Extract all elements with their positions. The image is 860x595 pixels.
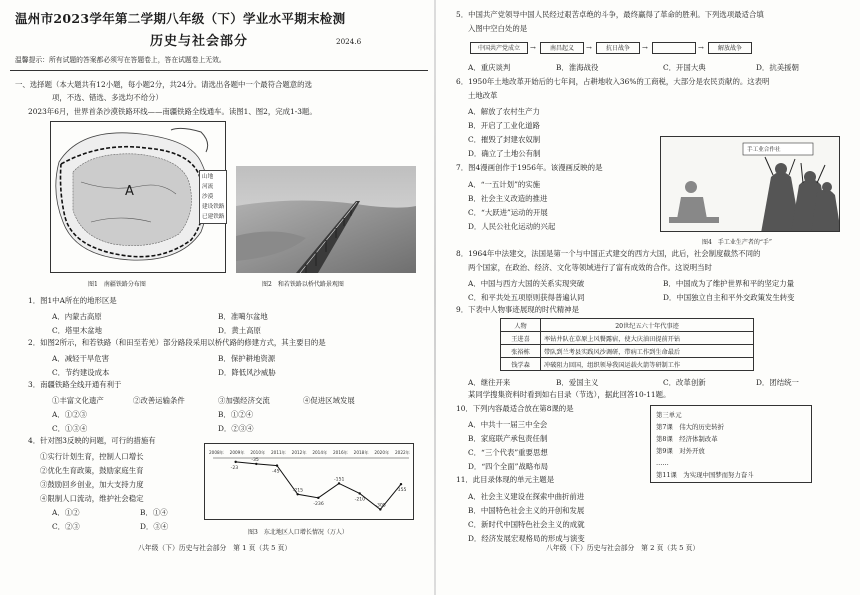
flow-arrow-1: → <box>530 44 536 52</box>
q5-option-a[interactable]: A．重庆谈判 <box>468 63 511 72</box>
map-legend <box>199 170 227 224</box>
q3-option-b[interactable]: B．①②④ <box>218 410 253 419</box>
q4-item-1: ①实行计划生育，控制人口增长 <box>40 452 144 461</box>
table-cell-name: 张裕栋 <box>501 345 541 358</box>
chart-year-label: 2012年 <box>291 450 307 455</box>
chart-value-label: -35 <box>251 457 259 463</box>
chart-year-label: 2016年 <box>333 450 348 455</box>
exam-date: 2024.6 <box>336 37 362 46</box>
q7-option-d[interactable]: D．人民公社化运动的兴起 <box>468 222 556 231</box>
legend-river: 河流 <box>202 184 214 190</box>
q7-option-b[interactable]: B．社会主义改造的推进 <box>468 194 548 203</box>
q6-option-a[interactable]: A．解放了农村生产力 <box>468 107 540 116</box>
q9-option-c[interactable]: C．改革创新 <box>663 378 706 387</box>
chart-point <box>338 482 340 484</box>
question-8-stem-1: 8．1964年中法建交，法国是第一个与中国正式建交的西方大国，此后，社会制度截然不同的 <box>456 249 761 258</box>
q1-option-c[interactable]: C．塔里木盆地 <box>52 326 102 335</box>
toc-lesson-11: 第11课 为实现中国梦而努力奋斗 <box>656 471 754 479</box>
q10-option-d[interactable]: D．“四个全面”战略布局 <box>468 462 548 471</box>
q11-option-d[interactable]: D．经济发展宏观格局的形成与演变 <box>468 534 585 543</box>
table-cell-deed: 率钻井队在草原上风餐露宿，使大庆油田提前开钻 <box>541 332 754 345</box>
chart-point <box>379 508 381 510</box>
flow-arrow-2: → <box>586 44 592 52</box>
q4-item-2: ②优化生育政策，鼓励家庭生育 <box>40 466 144 475</box>
exam-title: 温州市2023学年第二学期八年级（下）学业水平期末检测 <box>15 11 346 26</box>
q11-option-a[interactable]: A．社会主义建设在探索中曲折前进 <box>468 492 585 501</box>
figure-2-photo <box>236 166 416 273</box>
chart-point <box>276 464 278 466</box>
figure-1-caption: 图1 南疆铁路分布图 <box>88 281 146 288</box>
table-row <box>501 358 754 371</box>
legend-railway-built: 已建铁路 <box>202 214 225 220</box>
chart-year-label: 2010年 <box>250 450 266 455</box>
chart-year-label: 2011年 <box>271 450 286 455</box>
q4-item-4: ④限制人口流动，维护社会稳定 <box>40 494 144 503</box>
flow-step-blank[interactable] <box>652 42 696 54</box>
flow-step-5: 解放战争 <box>708 42 752 54</box>
table-header-row <box>501 319 754 332</box>
question-8-stem-2: 两个国家，在政治、经济、文化等领域进行了富有成效的合作。这说明当时 <box>468 263 712 272</box>
q8-option-d[interactable]: D．中国独立自主和平外交政策发生转变 <box>663 293 795 302</box>
cartoon-banner: 手工业合作社 <box>747 147 781 153</box>
figure-2-caption: 图2 和若铁路以桥代路景观图 <box>262 281 344 288</box>
q3-option-c[interactable]: C．①③④ <box>52 424 88 433</box>
chart-year-label: 2022年 <box>395 450 410 455</box>
table-cell-deed: 带队到兰考县实践风沙调研，带病工作到生命最后 <box>541 345 754 358</box>
chart-point <box>317 497 319 499</box>
chart-value-label: -155 <box>396 488 407 494</box>
figure-3-caption: 图3 东北地区人口增长情况（万人） <box>248 529 348 536</box>
chart-value-label: -215 <box>292 488 304 494</box>
q4-option-c[interactable]: C．②③ <box>52 522 80 531</box>
figure-1-map <box>50 121 226 273</box>
q8-option-b[interactable]: B．中国成为了维护世界和平的坚定力量 <box>663 279 795 288</box>
chart-year-label: 2020年 <box>374 450 390 455</box>
q4-option-d[interactable]: D．③④ <box>140 522 169 531</box>
figure-4-cartoon <box>660 136 840 232</box>
q9-option-d[interactable]: D．团结统一 <box>756 378 799 387</box>
question-10-stem: 10．下列内容最适合放在第8课的是 <box>456 404 574 413</box>
section1-intro: 2023年6月，世界首条沙漠铁路环线——南疆铁路全线通车。读图1、图2，完成1-3题。 <box>28 107 317 116</box>
q4-option-b[interactable]: B．①④ <box>140 508 168 517</box>
legend-desert: 沙漠 <box>202 194 214 200</box>
q2-option-a[interactable]: A．减轻干旱危害 <box>52 354 110 363</box>
q11-option-c[interactable]: C．新时代中国特色社会主义的成就 <box>468 520 585 529</box>
page-2 <box>438 0 860 595</box>
q3-option-d[interactable]: D．②③④ <box>218 424 254 433</box>
toc-intro: 某同学搜集资料时看到如右目录（节选），据此回答10-11题。 <box>468 390 671 399</box>
question-2-stem: 2．如图2所示，和若铁路（和田至若羌）部分路段采用以桥代路的修建方式，其主要目的是 <box>28 338 326 347</box>
q6-option-b[interactable]: B．开启了工业化道路 <box>468 121 540 130</box>
exam-subtitle: 历史与社会部分 <box>150 34 249 49</box>
q9-option-b[interactable]: B．爱国主义 <box>556 378 599 387</box>
toc-box <box>650 405 812 483</box>
q8-option-a[interactable]: A．中国与西方大国的关系实现突破 <box>468 279 585 288</box>
section1-heading-2: 项，不选、错选、多选均不给分） <box>52 93 163 102</box>
table-cell-name: 王进喜 <box>501 332 541 345</box>
footer-page-1: 八年级（下）历史与社会部分 第 1 页（共 5 页） <box>138 544 292 552</box>
question-5-stem-2: 入图中空白处的是 <box>468 24 528 33</box>
question-6-stem-1: 6．1950年土地改革开始后的七年间，占耕地收入36%的工商税，大部分是农民贡献的。这表明 <box>456 77 770 86</box>
chart-point <box>255 463 257 465</box>
question-3-stem: 3．南疆铁路全线开通有利于 <box>28 380 122 389</box>
table-header-deeds: 20世纪五六十年代事迹 <box>541 319 754 332</box>
q7-option-c[interactable]: C．“大跃进”运动的开展 <box>468 208 548 217</box>
chart-point <box>296 493 298 495</box>
question-7-stem: 7．图4漫画创作于1956年。该漫画反映的是 <box>456 163 603 172</box>
chart-year-label: 2008年 <box>209 450 224 455</box>
question-9-stem: 9．下表中人物事迹展现的时代精神是 <box>456 305 579 314</box>
q1-option-b[interactable]: B．准噶尔盆地 <box>218 312 268 321</box>
q5-option-d[interactable]: D．抗美援朝 <box>756 63 799 72</box>
divider <box>10 70 428 71</box>
region-a-label: A <box>125 184 134 199</box>
toc-lesson-7: 第7课 伟大的历史转折 <box>656 423 724 431</box>
q3-item-2: ②改善运输条件 <box>133 396 185 405</box>
chart-value-label: -305 <box>375 503 386 509</box>
population-chart <box>205 444 413 519</box>
q10-option-b[interactable]: B．家庭联产承包责任制 <box>468 434 548 443</box>
table-row <box>501 345 754 358</box>
q1-option-a[interactable]: A．内蒙古高原 <box>52 312 102 321</box>
chart-year-label: 2009年 <box>229 450 245 455</box>
chart-value-label: -236 <box>313 501 324 507</box>
figure-3-chart <box>204 443 414 520</box>
q1-option-d[interactable]: D．黄土高原 <box>218 326 261 335</box>
toc-lesson-9: 第9课 对外开放 <box>656 447 705 455</box>
q2-option-d[interactable]: D．降低风沙威胁 <box>218 368 276 377</box>
reminder: 温馨提示：所有试题的答案都必须写在答题卷上，答在试题卷上无效。 <box>15 56 226 64</box>
q3-item-4: ④促进区域发展 <box>303 396 355 405</box>
question-5-stem-1: 5．中国共产党领导中国人民经过艰苦卓绝的斗争，最终赢得了革命的胜利。下列选项最适合填 <box>456 10 764 19</box>
legend-railway-building: 建设铁路 <box>202 204 225 210</box>
q7-option-a[interactable]: A．“一五计划”的实施 <box>468 180 541 189</box>
section1-heading-1: 一、选择题（本大题共有12小题，每小题2分，共24分。请选出各题中一个最符合题意的选 <box>15 80 312 89</box>
question-6-stem-2: 土地改革 <box>468 91 498 100</box>
q4-item-3: ③鼓励回乡创业，加大支持力度 <box>40 480 144 489</box>
chart-point <box>358 492 360 494</box>
chart-year-label: 2014年 <box>312 450 328 455</box>
chart-year-label: 2018年 <box>353 450 369 455</box>
chart-value-label: -151 <box>334 477 345 483</box>
q3-item-1: ①丰富文化遗产 <box>52 396 104 405</box>
table-cell-deed: 冲破阻力回国，组织领导我国运载火箭等研制工作 <box>541 358 754 371</box>
q8-option-c[interactable]: C．和平共处五项原则获得普遍认同 <box>468 293 585 302</box>
flow-step-1: 中国共产党成立 <box>470 42 528 54</box>
q2-option-b[interactable]: B．保护耕地资源 <box>218 354 276 363</box>
flow-step-3: 抗日战争 <box>596 42 640 54</box>
chart-point <box>400 483 402 485</box>
question-9-table <box>500 318 754 371</box>
q11-option-b[interactable]: B．中国特色社会主义的开创和发展 <box>468 506 585 515</box>
legend-mountain: 山地 <box>202 174 214 180</box>
page-fold <box>434 0 436 595</box>
toc-lesson-8: 第8课 经济体制改革 <box>656 435 718 443</box>
q4-option-a[interactable]: A．①② <box>52 508 80 517</box>
table-row <box>501 332 754 345</box>
q3-option-a[interactable]: A．①②③ <box>52 410 87 419</box>
chart-point <box>234 461 236 463</box>
q6-option-d[interactable]: D．确立了土地公有制 <box>468 149 541 158</box>
q3-item-3: ③加强经济交流 <box>218 396 270 405</box>
q9-option-a[interactable]: A．继往开来 <box>468 378 511 387</box>
toc-unit: 第三单元 <box>656 411 682 419</box>
chart-value-label: -23 <box>230 465 239 471</box>
question-4-stem: 4．针对图3反映的问题，可行的措施有 <box>28 436 156 445</box>
railway-bridge-photo <box>236 166 416 273</box>
footer-page-2: 八年级（下）历史与社会部分 第 2 页（共 5 页） <box>546 544 700 552</box>
toc-ellipsis: …… <box>656 459 669 467</box>
chart-value-label: -45 <box>272 469 280 475</box>
q2-option-c[interactable]: C．节约建设成本 <box>52 368 110 377</box>
figure-4-caption: 图4 手工业生产者的“手” <box>702 239 772 246</box>
question-1-stem: 1．图1中A所在的地形区是 <box>28 296 117 305</box>
table-cell-name: 钱学森 <box>501 358 541 371</box>
flow-arrow-4: → <box>698 44 704 52</box>
question-11-stem: 11．此目录体现的单元主题是 <box>456 475 555 484</box>
q10-option-a[interactable]: A．中共十一届三中全会 <box>468 420 548 429</box>
q5-option-c[interactable]: C．开国大典 <box>663 63 706 72</box>
flow-step-2: 南昌起义 <box>540 42 584 54</box>
chart-value-label: -210 <box>354 497 366 503</box>
table-header-person: 人物 <box>501 319 541 332</box>
q6-option-c[interactable]: C．摧毁了封建农奴制 <box>468 135 541 144</box>
flow-arrow-3: → <box>642 44 648 52</box>
q10-option-c[interactable]: C．“三个代表”重要思想 <box>468 448 548 457</box>
q5-option-b[interactable]: B．淮海战役 <box>556 63 599 72</box>
